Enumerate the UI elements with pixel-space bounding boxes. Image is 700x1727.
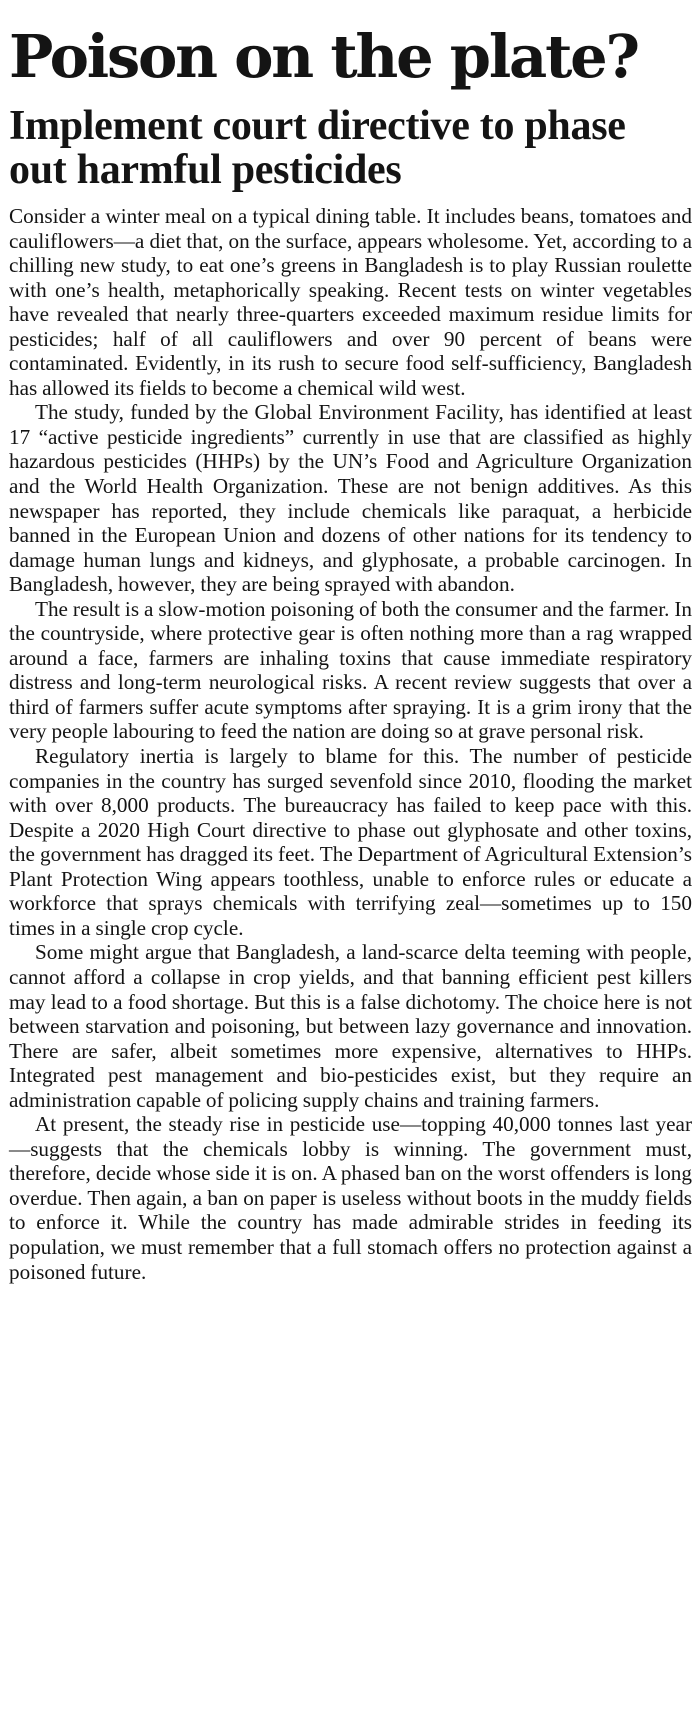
editorial-article (9, 0, 692, 1284)
article-body (9, 204, 692, 1284)
paragraph-4: Regulatory inertia is largely to blame for this. The number of pesticide companies in the country has surged sevenfold since 2010, flooding the market with over 8,000 products. The bureaucracy has failed to keep pace with this. Despite a 2020 High Court directive to phase out glyphosate and other toxins, the government has dragged its feet. The Department of Agricultural Extension’s Plant Protection Wing appears toothless, unable to enforce rules or educate a workforce that sprays chemicals with terrifying zeal—sometimes up to 150 times in a single crop cycle. (9, 744, 692, 940)
paragraph-6: At present, the steady rise in pesticide use—topping 40,000 tonnes last year—suggests that the chemicals lobby is winning. The government must, therefore, decide whose side it is on. A phased ban on the worst offenders is long overdue. Then again, a ban on paper is useless without boots in the muddy fields to enforce it. While the country has made admirable strides in feeding its population, we must remember that a full stomach offers no protection against a poisoned future. (9, 1112, 692, 1284)
paragraph-2: The study, funded by the Global Environment Facility, has identified at least 17 “active pesticide ingredients” currently in use that are classified as highly hazardous pesticides (HHPs) by the UN’s Food and Agriculture Organization and the World Health Organization. These are not benign additives. As this newspaper has reported, they include chemicals like paraquat, a herbicide banned in the European Union and dozens of other nations for its tendency to damage human lungs and kidneys, and glyphosate, a probable carcinogen. In Bangladesh, however, they are being sprayed with abandon. (9, 400, 692, 597)
subheadline: Implement court directive to phase out harmful pesticides (9, 103, 626, 193)
paragraph-5: Some might argue that Bangladesh, a land-scarce delta teeming with people, cannot afford a collapse in crop yields, and that banning efficient pest killers may lead to a food shortage. But this is a false dichotomy. The choice here is not between starvation and poisoning, but between lazy governance and innovation. There are safer, albeit sometimes more expensive, alternatives to HHPs. Integrated pest management and bio-pesticides exist, but they require an administration capable of policing supply chains and training farmers. (9, 940, 692, 1112)
paragraph-1: Consider a winter meal on a typical dining table. It includes beans, tomatoes and cauliflowers—a diet that, on the surface, appears wholesome. Yet, according to a chilling new study, to eat one’s greens in Bangladesh is to play Russian roulette with one’s health, metaphorically speaking. Recent tests on winter vegetables have revealed that nearly three-quarters exceeded maximum residue limits for pesticides; half of all cauliflowers and over 90 percent of beans were contaminated. Evidently, in its rush to secure food self-sufficiency, Bangladesh has allowed its fields to become a chemical wild west. (9, 204, 692, 400)
headline: Poison on the plate? (9, 22, 638, 91)
paragraph-3: The result is a slow-motion poisoning of both the consumer and the farmer. In the countryside, where protective gear is often nothing more than a rag wrapped around a face, farmers are inhaling toxins that cause immediate respiratory distress and long-term neurological risks. A recent review suggests that over a third of farmers suffer acute symptoms after spraying. It is a grim irony that the very people labouring to feed the nation are doing so at grave personal risk. (9, 596, 692, 744)
